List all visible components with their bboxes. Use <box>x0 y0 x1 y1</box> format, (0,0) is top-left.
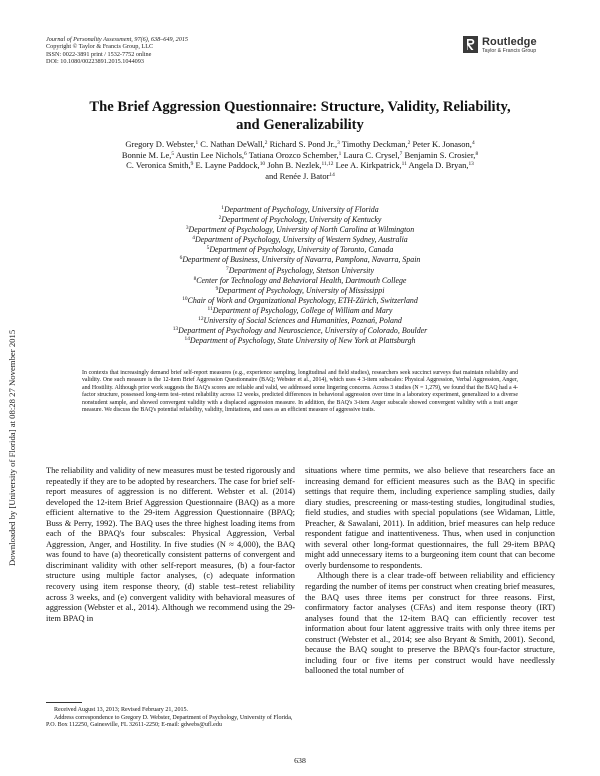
affil-marker: 13 <box>468 161 474 168</box>
affil-number: 3 <box>185 225 189 232</box>
affil-number: 7 <box>226 265 229 272</box>
body-paragraph: Although there is a clear trade-off between reliability and efficiency regarding the number of items per construct when creating brief measures, the BAQ uses three items per construct for three reasons. First, confirmatory factor analyses (CFAs) and item response theory (IRT) analyses found that the 12-item BAQ can efficiently recover test information about four latent aggressive traits with only three items per construct (Webster et al., 2014; see also Bryant & Smith, 2001). Second, because the BAQ sought to preserve the BPAQ's four-factor structure, including four or five items per construct would have needlessly ballooned the total number of <box>305 571 555 676</box>
author-line-1 <box>50 139 550 150</box>
correspondence-address: Address correspondence to Gregory D. Webster, Department of Psychology, University of Florida, P.O. Box 112250, Gainesville, FL 32611-2250; E-mail: gdwebs@ufl.edu <box>46 714 293 729</box>
affil-number: 4 <box>192 235 195 242</box>
paper-title <box>50 98 550 134</box>
affil-text: Department of Psychology and Neuroscience, University of Colorado, Boulder <box>178 326 428 336</box>
journal-doi: DOI: 10.1080/00223891.2015.1044093 <box>46 58 144 66</box>
body-paragraph: The reliability and validity of new measures must be tested rigorously and repeatedly if they are to be adopted by researchers. The case for brief self-report measures of aggression is no different. Webster et al. (2014) developed the 12-item Brief Aggression Questionnaire (BAQ) as a more efficient alternative to the 29-item Aggression Questionnaire (BPAQ; Buss & Perry, 1992). The BAQ uses the three highest loading items from each of the BPAQ's four subscales: Physical Aggression, Verbal Aggression, Anger, and Hostility. In five studies (N ≈ 4,000), the BAQ was found to have (a) theoretically consistent patterns of convergent and discriminant validity with other self-report measures, (b) a four-factor structure using multiple factor analyses, (c) adequate information recovery using item response theory, (d) stable test–retest reliability across 3 weeks, and (e) convergent validity with behavioral measures of aggression (Webster et al., 2014). Although we recommend using the 29-item BPAQ in <box>46 466 295 623</box>
affiliation <box>60 336 540 346</box>
download-stamp-text: Downloaded by [University of Florida] at 08:28 27 November 2015 <box>7 329 17 566</box>
affil-marker: 10 <box>259 161 266 168</box>
author-name: Bonnie M. Le, <box>121 149 172 160</box>
publisher-tagline: Taylor & Francis Group <box>482 48 537 54</box>
affiliation <box>60 276 540 286</box>
affil-text: Department of Psychology, College of William and Mary <box>212 305 393 315</box>
affil-number: 10 <box>182 295 188 302</box>
affil-text: Department of Psychology, Stetson University <box>228 265 374 275</box>
body-column-left <box>46 466 295 624</box>
routledge-mark-icon <box>463 36 478 53</box>
affil-marker: 8 <box>475 150 479 157</box>
affil-number: 1 <box>221 205 224 211</box>
affiliation <box>60 205 540 215</box>
author-list <box>50 139 550 182</box>
affil-marker: 2 <box>407 140 411 146</box>
affil-text: Department of Psychology, University of Western Sydney, Australia <box>194 235 408 245</box>
affil-marker: 5 <box>171 150 175 157</box>
author-name: Lee A. Kirkpatrick, <box>333 160 402 171</box>
affiliation <box>60 306 540 316</box>
publisher-logo <box>463 36 537 54</box>
affil-number: 13 <box>172 326 179 333</box>
body-paragraph: situations where time permits, we also believe that researchers face an increasing demand for efficient measures such as the BAQ in specific settings that require them, including experience sampling studies, daily diary studies, prescreening or mass-testing studies, longitudinal studies, field studies, and studies with special populations (see Widaman, Little, Preacher, & Sawalani, 2011). In addition, brief measures can help reduce respondent fatigue and inattentiveness. Thus, when used in conjunction with several other long-format questionnaires, the full 29-item BPAQ might add unnecessary items to a burgeoning item count that can become overly burdensome to respondents. <box>305 466 555 570</box>
affil-marker: 1 <box>195 140 199 146</box>
received-dates: Received August 13, 2013; Revised February 21, 2015. <box>54 707 189 713</box>
author-name: Laura C. Crysel, <box>341 149 400 160</box>
title-line-2: and Generalizability <box>236 117 364 133</box>
affil-text: Department of Psychology, University of Toronto, Canada <box>209 245 394 255</box>
affil-text: Chair of Work and Organizational Psychology, ETH-Zürich, Switzerland <box>187 295 418 305</box>
page-number: 638 <box>294 756 306 765</box>
author-name: Angela D. Bryan, <box>406 160 469 171</box>
author-name: Austin Lee Nichols, <box>174 149 245 160</box>
author-name: E. Layne Paddock, <box>193 160 260 171</box>
download-stamp <box>1 248 17 566</box>
author-name: C. Nathan DeWall, <box>198 139 265 149</box>
body-column-right <box>305 466 555 677</box>
affil-marker: 11 <box>401 161 407 168</box>
affiliation <box>60 255 540 265</box>
affil-marker: 6 <box>244 150 247 157</box>
publisher-name: Routledge <box>482 36 537 48</box>
affiliation <box>60 225 540 235</box>
affil-text: Department of Psychology, University of Mississippi <box>218 285 385 295</box>
affil-number: 2 <box>218 215 222 222</box>
affil-marker: 7 <box>399 150 403 157</box>
affil-number: 11 <box>207 305 213 312</box>
author-line-3 <box>50 160 550 171</box>
author-name: Tatiana Orozco Schember, <box>246 149 339 160</box>
abstract: In contexts that increasingly demand brief self-report measures (e.g., experience sampling, longitudinal and field studies), researchers seek succinct surveys that maintain reliability and validity. One such measure is the 12-item Brief Aggression Questionnaire (BAQ; Webster et al., 2014), which uses 4 3-item subscales: Physical Aggression, Verbal Aggression, Anger, and Hostility. Although prior work suggests the BAQ's scores are reliable and valid, we addressed some lingering concerns. Across 3 studies (N = 1,279), we found that the BAQ had a 4-factor structure, possessed long-term test–retest reliability across 12 weeks, predicted differences in behavioral aggression over time in a laboratory experiment, generalized to a diverse nonstudent sample, and showed convergent validity with a displaced aggression measure. In addition, the BAQ's 3-item Anger subscale showed convergent validity with a trait anger measure. We discuss the BAQ's potential reliability, validity, limitations, and uses as an efficient measure of aggressive traits. <box>82 370 518 414</box>
affil-text: Department of Psychology, State University of New York at Plattsburgh <box>189 336 416 346</box>
author-name: John B. Nezlek, <box>265 160 322 171</box>
affil-marker: 1 <box>338 150 342 157</box>
author-name: C. Veronica Smith, <box>126 160 191 171</box>
footnote <box>46 707 295 730</box>
affiliation <box>60 266 540 276</box>
affil-marker: 11,12 <box>321 161 334 168</box>
affiliation <box>60 235 540 245</box>
affil-marker: 14 <box>329 172 335 179</box>
affil-number: 9 <box>215 285 219 292</box>
affiliation <box>60 286 540 296</box>
author-name: Peter K. Jonason, <box>410 139 472 149</box>
author-line-4 <box>50 171 550 182</box>
journal-copyright: Copyright © Taylor & Francis Group, LLC <box>46 43 154 51</box>
affiliation <box>60 296 540 306</box>
affil-text: Department of Psychology, University of North Carolina at Wilmington <box>188 225 415 235</box>
affil-text: Department of Business, University of Navarra, Pamplona, Navarra, Spain <box>182 255 421 265</box>
journal-issn: ISSN: 0022-3891 print / 1532-7752 online <box>46 50 152 58</box>
affil-marker: 2 <box>264 140 268 146</box>
author-name: Timothy Deckman, <box>339 139 408 149</box>
title-line-1: The Brief Aggression Questionnaire: Structure, Validity, Reliability, <box>89 99 511 115</box>
footnote-divider <box>46 702 82 703</box>
affil-number: 12 <box>198 316 204 323</box>
affil-number: 5 <box>206 245 210 252</box>
affil-text: Department of Psychology, University of Kentucky <box>221 215 382 225</box>
affil-text: University of Social Sciences and Humanities, Poznań, Poland <box>203 316 402 326</box>
journal-citation: Journal of Personality Assessment, 97(6), 638–649, 2015 <box>46 36 189 43</box>
affil-text: Center for Technology and Behavioral Health, Dartmouth College <box>196 275 407 285</box>
affil-number: 6 <box>179 255 183 262</box>
affiliation <box>60 215 540 225</box>
affiliation-list <box>60 205 540 346</box>
author-name: and Renée J. Bator <box>265 171 330 182</box>
affiliation <box>60 245 540 255</box>
affiliation <box>60 326 540 336</box>
author-name: Benjamin S. Crosier, <box>402 149 476 160</box>
affil-marker: 4 <box>471 140 475 146</box>
journal-header <box>46 36 188 66</box>
affiliation <box>60 316 540 326</box>
affil-marker: 9 <box>190 161 194 168</box>
author-name: Richard S. Pond Jr., <box>267 139 338 149</box>
author-name: Gregory D. Webster, <box>125 139 196 149</box>
affil-number: 8 <box>193 275 197 282</box>
affil-marker: 3 <box>337 140 340 146</box>
affil-number: 14 <box>184 336 190 343</box>
author-line-2 <box>50 150 550 161</box>
affil-text: Department of Psychology, University of Florida <box>223 205 379 214</box>
